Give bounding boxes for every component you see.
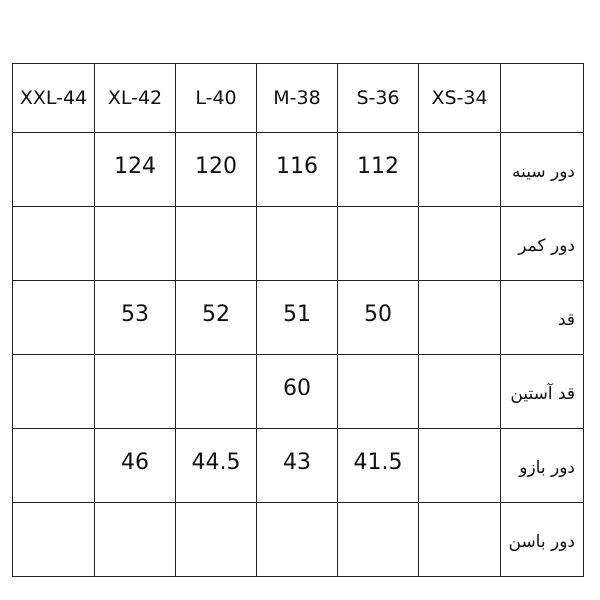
table-cell [419,355,501,429]
table-row [13,207,584,281]
table-cell: 44.5 [176,429,257,503]
row-label-hip: دور باسن [501,503,584,577]
table-cell [13,355,95,429]
table-cell [419,281,501,355]
table-cell [176,207,257,281]
table-cell [257,503,338,577]
row-label-length: قد [501,281,584,355]
table-cell [338,503,419,577]
row-label-arm: دور بازو [501,429,584,503]
table-cell: 120 [176,133,257,207]
size-header-xs: XS-34 [419,64,501,133]
table-cell: 124 [95,133,176,207]
size-header-s: S-36 [338,64,419,133]
size-header-corner [501,64,584,133]
table-cell [176,503,257,577]
table-cell [176,355,257,429]
table-cell: 41.5 [338,429,419,503]
size-header-xl: XL-42 [95,64,176,133]
table-cell [95,355,176,429]
table-cell: 52 [176,281,257,355]
table-cell: 53 [95,281,176,355]
table-cell: 46 [95,429,176,503]
table-cell [257,207,338,281]
table-cell [13,281,95,355]
table-cell [419,207,501,281]
table-row [13,281,584,355]
table-cell [13,429,95,503]
table-cell [13,133,95,207]
table-cell [338,355,419,429]
size-header-m: M-38 [257,64,338,133]
table-cell: 116 [257,133,338,207]
table-cell [338,207,419,281]
size-header-row [13,64,584,133]
row-label-sleeve-length: قد آستین [501,355,584,429]
table-cell [95,207,176,281]
table-cell: 43 [257,429,338,503]
table-cell [419,429,501,503]
table-row [13,429,584,503]
size-chart-table [12,63,584,577]
table-cell: 51 [257,281,338,355]
row-label-chest: دور سینه [501,133,584,207]
row-label-waist: دور کمر [501,207,584,281]
table-cell [95,503,176,577]
table-cell [13,503,95,577]
table-row [13,133,584,207]
table-cell: 112 [338,133,419,207]
table-cell [13,207,95,281]
size-header-xxl: XXL-44 [13,64,95,133]
table-row [13,503,584,577]
table-cell [419,133,501,207]
table-cell: 60 [257,355,338,429]
table-cell [419,503,501,577]
table-cell: 50 [338,281,419,355]
size-header-l: L-40 [176,64,257,133]
table-row [13,355,584,429]
